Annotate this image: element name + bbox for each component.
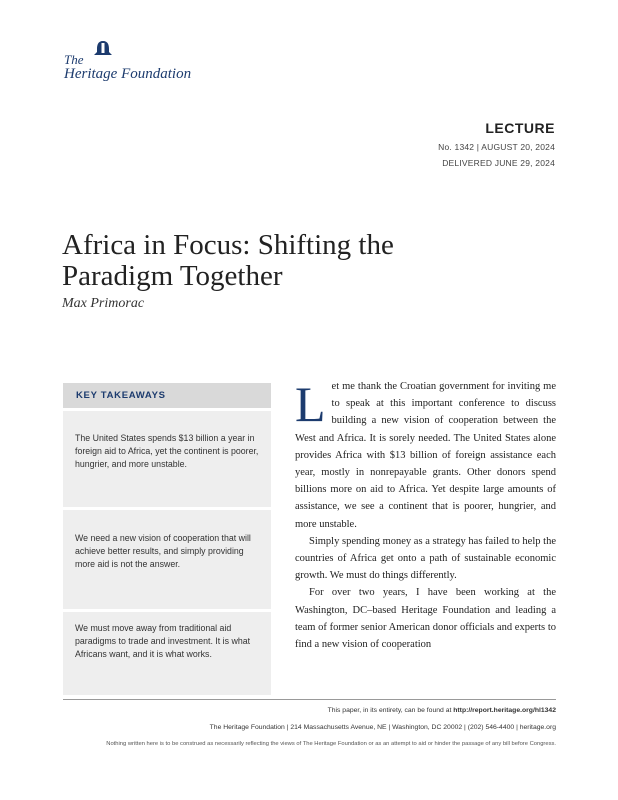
document-type: LECTURE <box>485 120 555 136</box>
lecture-number-date: No. 1342 | AUGUST 20, 2024 <box>438 142 555 152</box>
footer-divider <box>63 699 556 700</box>
takeaway-item: We need a new vision of cooperation that will achieve better results, and simply providing more aid is not the answer. <box>63 510 271 609</box>
footer-paper-prefix: This paper, in its entirety, can be found at <box>327 707 454 714</box>
body-paragraph: Simply spending money as a strategy has failed to help the countries of Africa get onto a path of sustainable economic growth. We must do things differently. <box>295 535 556 582</box>
takeaway-item: We must move away from traditional aid paradigms to trade and investment. It is what Africans want, and it is what works. <box>63 612 271 695</box>
page-title: Africa in Focus: Shifting the Paradigm Together <box>62 229 394 292</box>
body-text <box>295 378 556 653</box>
report-link[interactable]: http://report.heritage.org/hl1342 <box>453 707 556 714</box>
drop-cap: L <box>295 376 326 432</box>
body-paragraph <box>295 378 556 533</box>
logo-line1: The <box>64 52 84 67</box>
liberty-bell-icon <box>92 40 114 58</box>
takeaway-item: The United States spends $13 billion a year in foreign aid to Africa, yet the continent is poorer, hungrier, and more unstable. <box>63 411 271 507</box>
author-name: Max Primorac <box>62 296 145 311</box>
key-takeaways-box <box>63 383 271 695</box>
key-takeaways-heading: KEY TAKEAWAYS <box>63 383 271 408</box>
heritage-logo <box>62 40 222 86</box>
logo-line2: Heritage Foundation <box>64 66 192 82</box>
footer-address: The Heritage Foundation | 214 Massachusetts Avenue, NE | Washington, DC 20002 | (202) 546-4400 | heritage.org <box>209 724 556 731</box>
footer-disclaimer: Nothing written here is to be construed as necessarily reflecting the views of The Heritage Foundation or as an attempt to aid or hinder the passage of any bill before Congress. <box>106 741 556 747</box>
footer-paper-line <box>328 707 556 714</box>
delivered-date: DELIVERED JUNE 29, 2024 <box>442 158 555 168</box>
paragraph-1-text: et me thank the Croatian government for inviting me to speak at this important conference to discuss building a new vision of cooperation between the West and Africa. It is sorely needed. The United States alone provides Africa with $13 billion of foreign assistance each year, mostly in nonrepayable grants. Other donors spend billions more on aid to Africa. Yet despite large amounts of assistance, we see a continent that is poorer, hungrier, and more unstable. <box>295 381 556 530</box>
body-paragraph: For over two years, I have been working at the Washington, DC–based Heritage Foundation and leading a team of former senior American donor officials and experts to find a new vision of cooperation <box>295 587 556 651</box>
lecture-header <box>438 120 555 168</box>
